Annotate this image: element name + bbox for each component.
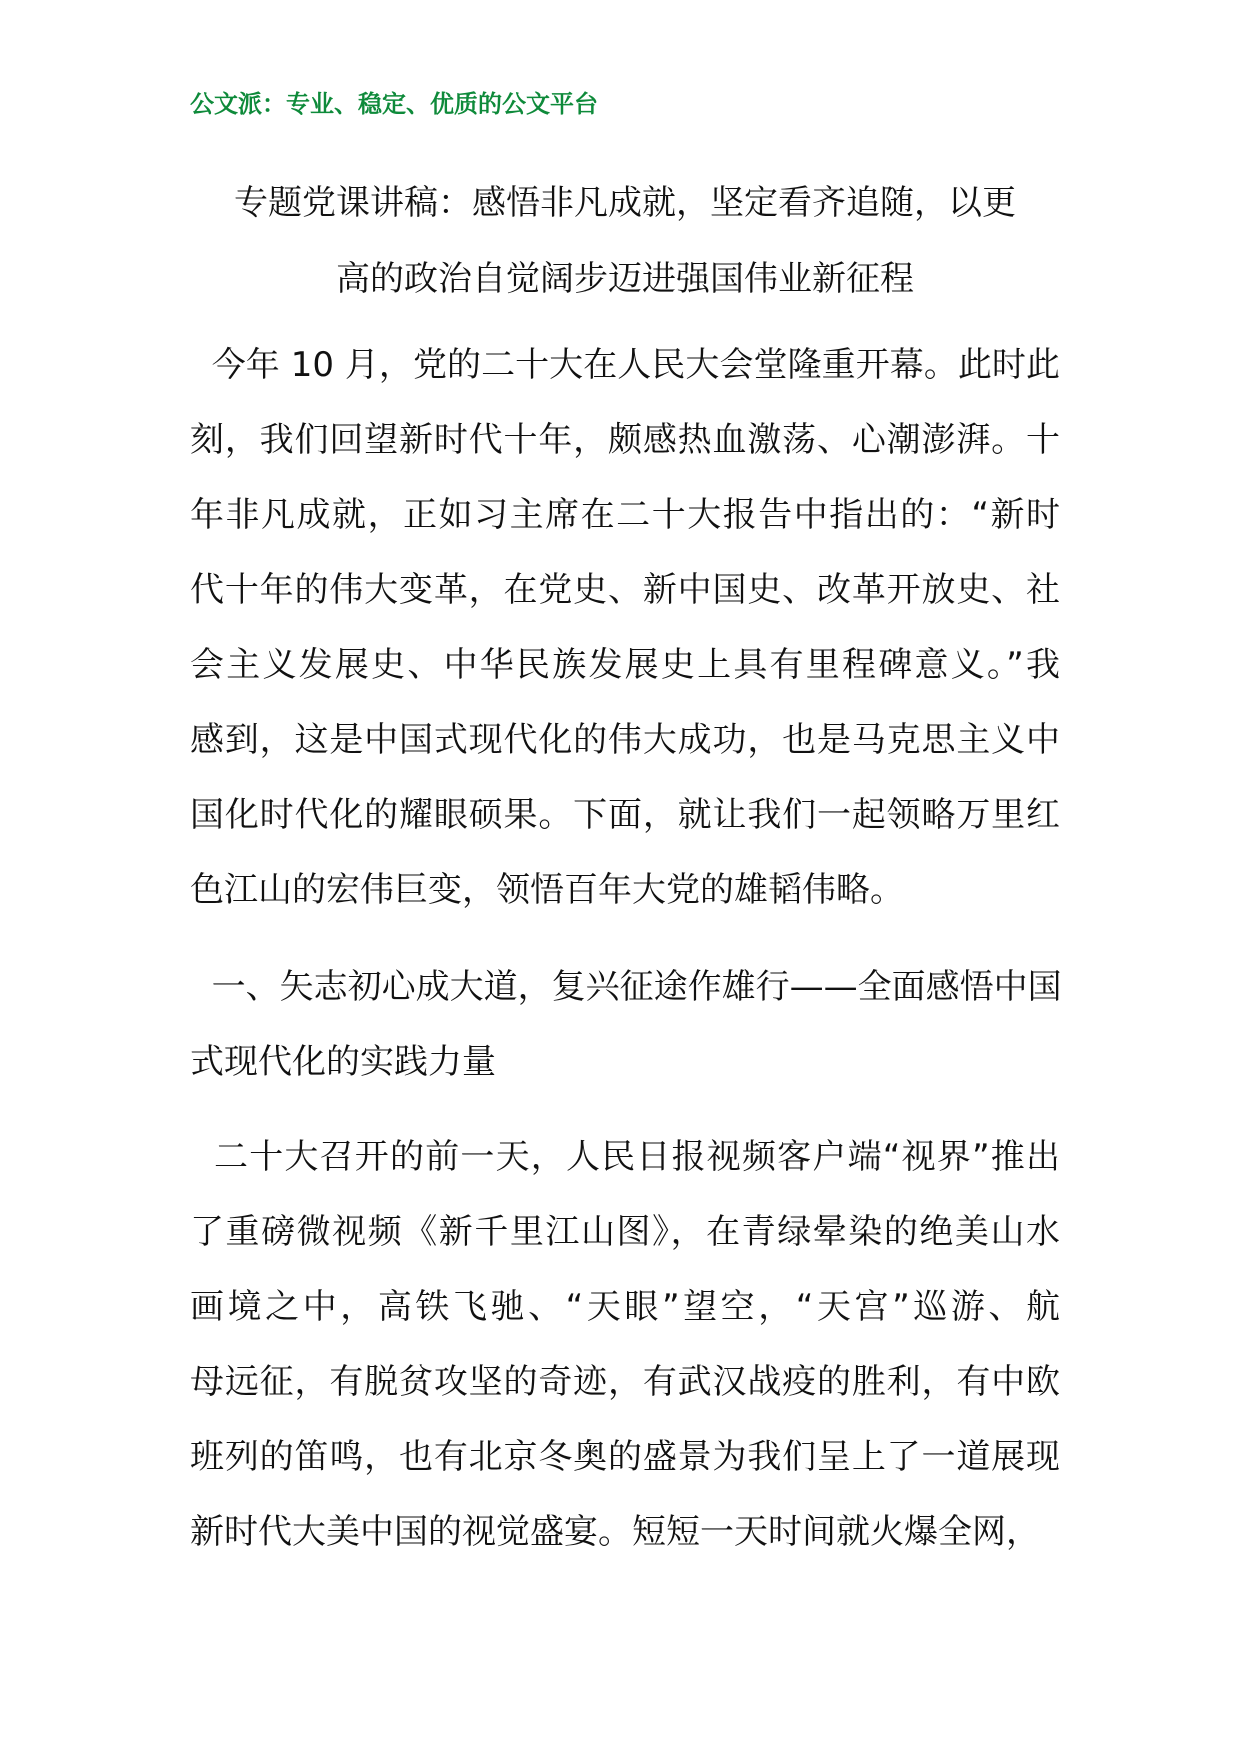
paragraph-line: 代十年的伟大变革，在党史、新中国史、改革开放史、社 [190, 570, 1060, 610]
paragraph-video [190, 1120, 1060, 1570]
paragraph-line: 年非凡成就，正如习主席在二十大报告中指出的：“新时 [190, 495, 1060, 535]
paragraph-line: 感到，这是中国式现代化的伟大成功，也是马克思主义中 [190, 720, 1060, 760]
paragraph-line: 国化时代化的耀眼硕果。下面，就让我们一起领略万里红 [190, 795, 1060, 835]
paragraph-line: 今年 10 月，党的二十大在人民大会堂隆重开幕。此时此 [190, 345, 1060, 385]
paragraph-line: 了重磅微视频《新千里江山图》，在青绿晕染的绝美山水 [190, 1212, 1060, 1252]
document-title [190, 165, 1060, 317]
paragraph-intro [190, 328, 1060, 928]
paragraph-line: 画境之中，高铁飞驰、“天眼”望空，“天宫”巡游、航 [190, 1287, 1060, 1327]
title-line: 专题党课讲稿：感悟非凡成就，坚定看齐追随，以更 [234, 183, 1016, 223]
paragraph-line: 刻，我们回望新时代十年，颇感热血激荡、心潮澎湃。十 [190, 420, 1060, 460]
heading-line: 一、矢志初心成大道，复兴征途作雄行——全面感悟中国 [190, 967, 1062, 1007]
title-line: 高的政治自觉阔步迈进强国伟业新征程 [336, 259, 914, 299]
heading-line: 式现代化的实践力量 [190, 1042, 496, 1082]
paragraph-line: 色江山的宏伟巨变，领悟百年大党的雄韬伟略。 [190, 870, 904, 910]
section-heading-1 [190, 950, 1060, 1100]
paragraph-line: 母远征，有脱贫攻坚的奇迹，有武汉战疫的胜利，有中欧 [190, 1362, 1060, 1402]
paragraph-line: 会主义发展史、中华民族发展史上具有里程碑意义。”我 [190, 645, 1060, 685]
paragraph-line: 新时代大美中国的视觉盛宴。短短一天时间就火爆全网， [190, 1512, 1040, 1552]
site-watermark: 公文派：专业、稳定、优质的公文平台 [190, 89, 598, 118]
paragraph-line: 班列的笛鸣，也有北京冬奥的盛景为我们呈上了一道展现 [190, 1437, 1060, 1477]
paragraph-line: 二十大召开的前一天，人民日报视频客户端“视界”推出 [190, 1137, 1060, 1177]
